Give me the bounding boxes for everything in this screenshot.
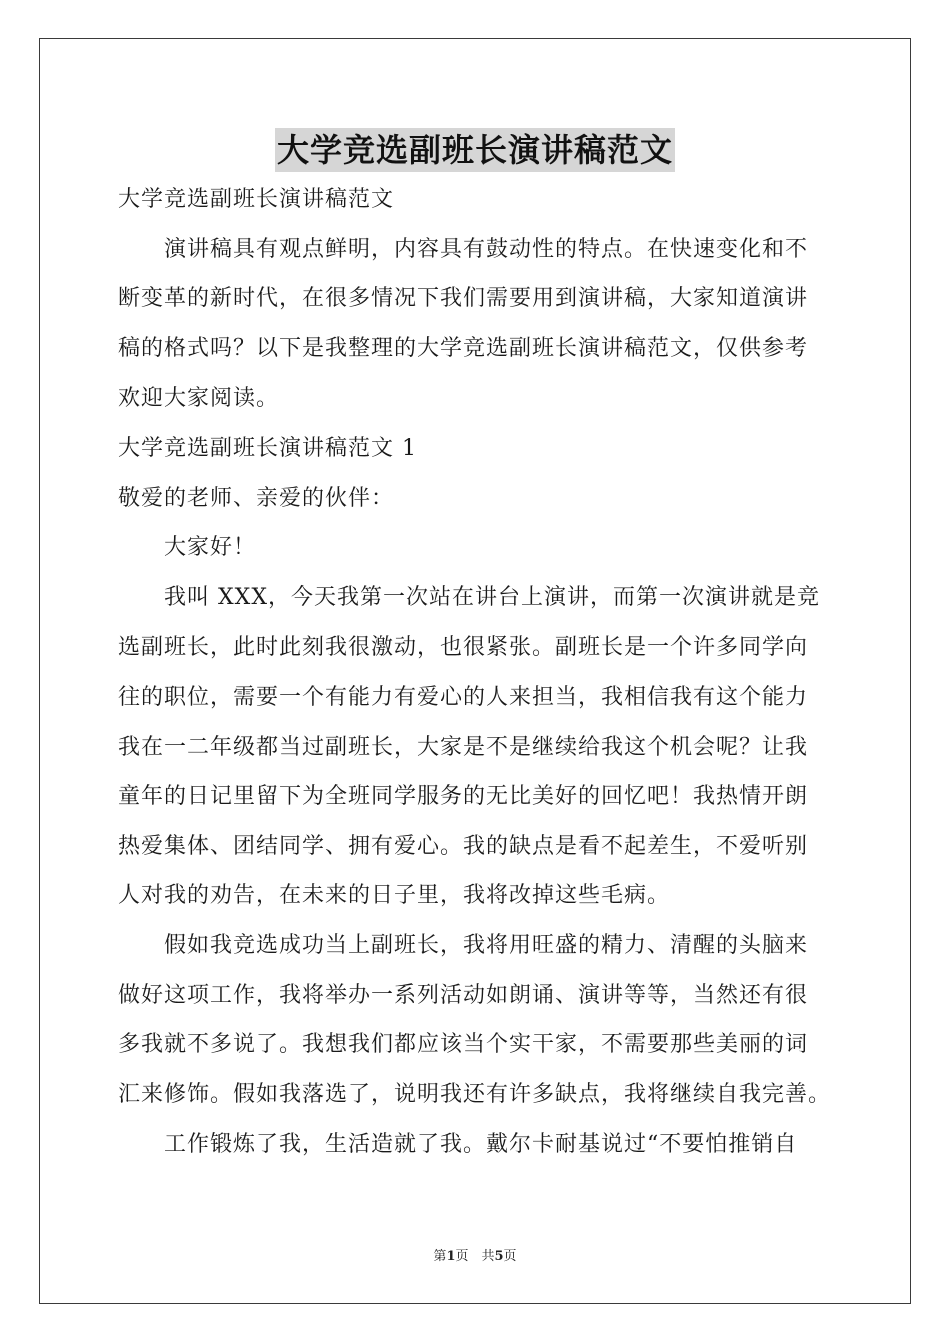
- page-border: [39, 38, 911, 1304]
- text-line: 汇来修饰。假如我落选了，说明我还有许多缺点，我将继续自我完善。: [118, 1082, 832, 1107]
- text-line: 热爱集体、团结同学、拥有爱心。我的缺点是看不起差生，不爱听别: [118, 834, 809, 859]
- document-title: [0, 128, 950, 172]
- page-label-mid: 页 共: [455, 1249, 495, 1264]
- text-line: 选副班长，此时此刻我很激动，也很紧张。副班长是一个许多同学向: [118, 635, 809, 660]
- salutation-line: 敬爱的老师、亲爱的伙伴：: [118, 486, 395, 511]
- text-line: 做好这项工作，我将举办一系列活动如朗诵、演讲等等，当然还有很: [118, 983, 809, 1008]
- text-line: 往的职位，需要一个有能力有爱心的人来担当，我相信我有这个能力: [118, 685, 809, 710]
- text-line: 我叫 XXX，今天我第一次站在讲台上演讲，而第一次演讲就是竞: [118, 585, 820, 610]
- text-line: 断变革的新时代，在很多情况下我们需要用到演讲稿，大家知道演讲: [118, 286, 809, 311]
- text-line: 多我就不多说了。我想我们都应该当个实干家，不需要那些美丽的词: [118, 1032, 809, 1057]
- text-line: 工作锻炼了我，生活造就了我。戴尔卡耐基说过“不要怕推销自: [118, 1132, 798, 1157]
- page-number-current: 1: [446, 1249, 456, 1264]
- page-footer: [0, 1248, 950, 1266]
- text-line: 稿的格式吗？以下是我整理的大学竞选副班长演讲稿范文，仅供参考: [118, 336, 809, 361]
- text-line: 人对我的劝告，在未来的日子里，我将改掉这些毛病。: [118, 883, 671, 908]
- text-line: 假如我竞选成功当上副班长，我将用旺盛的精力、清醒的头脑来: [118, 933, 809, 958]
- greeting-line: 大家好！: [118, 535, 257, 560]
- text-line: 童年的日记里留下为全班同学服务的无比美好的回忆吧！我热情开朗: [118, 784, 809, 809]
- document-title-text: 大学竞选副班长演讲稿范文: [275, 128, 675, 172]
- text-line: 欢迎大家阅读。: [118, 386, 280, 411]
- subtitle-line: 大学竞选副班长演讲稿范文: [118, 187, 395, 212]
- text-line: 演讲稿具有观点鲜明，内容具有鼓动性的特点。在快速变化和不: [118, 237, 809, 262]
- page-label-prefix: 第: [433, 1249, 447, 1264]
- section-heading: 大学竞选副班长演讲稿范文 1: [118, 436, 417, 461]
- text-line: 我在一二年级都当过副班长，大家是不是继续给我这个机会呢？让我: [118, 735, 809, 760]
- page-label-suffix: 页: [503, 1249, 517, 1264]
- page-number-total: 5: [494, 1249, 504, 1264]
